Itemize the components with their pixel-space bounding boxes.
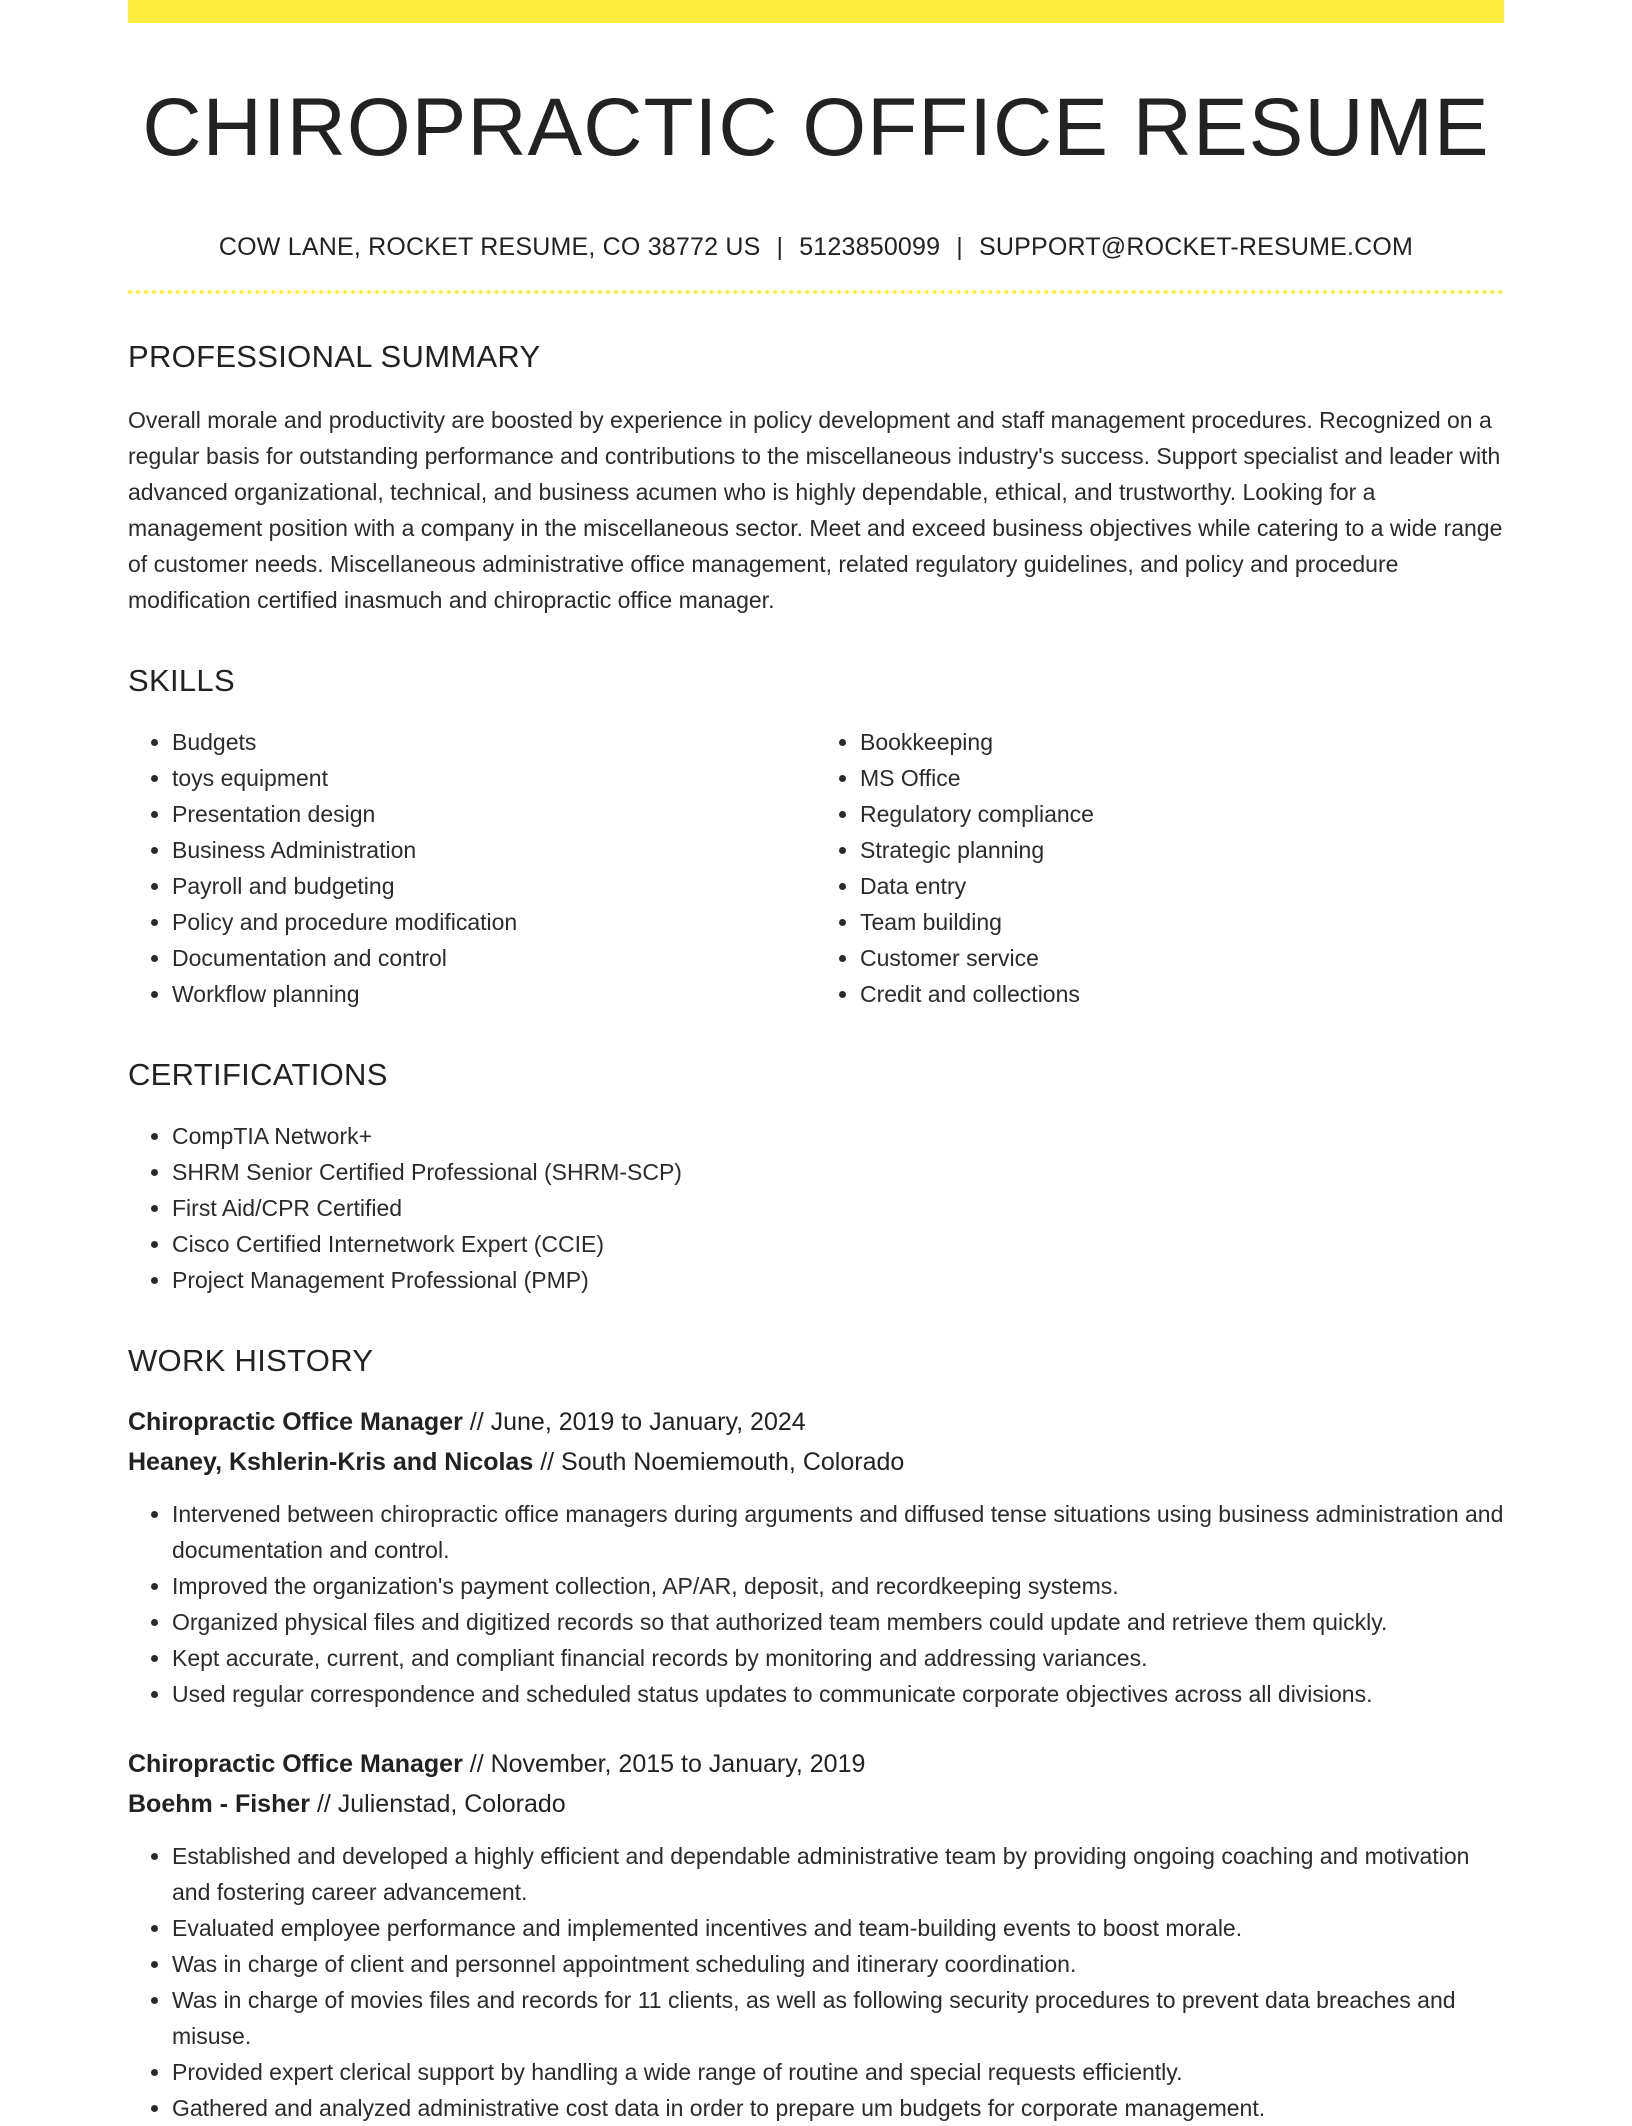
skill-item: • MS Office xyxy=(860,760,1504,796)
job-location: // South Noemiemouth, Colorado xyxy=(540,1448,905,1477)
dotted-divider xyxy=(128,290,1504,294)
section-heading-skills: SKILLS xyxy=(128,663,235,699)
job-company-line xyxy=(128,1784,1504,1824)
section-heading-summary: PROFESSIONAL SUMMARY xyxy=(128,339,541,374)
skill-item: • Payroll and budgeting xyxy=(172,868,816,904)
job-bullet: • Was in charge of movies files and records for 11 clients, as well as following security procedures to prevent data breaches and misuse. xyxy=(172,1982,1504,2054)
job-title-line xyxy=(128,1402,1504,1442)
contact-email: SUPPORT@ROCKET-RESUME.COM xyxy=(978,233,1414,261)
skills-list-left xyxy=(128,724,816,1012)
certification-item: • Cisco Certified Internetwork Expert (CCIE) xyxy=(172,1226,1504,1262)
skill-item: • Data entry xyxy=(860,868,1504,904)
contact-separator: | xyxy=(776,233,784,261)
contact-line xyxy=(128,233,1504,262)
skills-list-right xyxy=(816,724,1504,1012)
job-dates: // June, 2019 to January, 2024 xyxy=(469,1408,806,1437)
job-bullets xyxy=(128,1838,1504,2126)
job-title: Chiropractic Office Manager xyxy=(128,1750,463,1779)
certifications-list xyxy=(128,1118,1504,1298)
accent-bar xyxy=(128,0,1504,23)
skill-item: • Regulatory compliance xyxy=(860,796,1504,832)
summary-text: Overall morale and productivity are boosted by experience in policy development and staff management procedures. Recognized on a regular basis for outstanding performance and contributions to the miscellaneous industry's success. Support specialist and leader with advanced organizational, technical, and business acumen who is highly dependable, ethical, and trustworthy. Looking for a management position with a company in the miscellaneous sector. Meet and exceed business objectives while catering to a wide range of customer needs. Miscellaneous administrative office management, related regulatory guidelines, and policy and procedure modification certified inasmuch and chiropractic office manager. xyxy=(128,407,1503,614)
skill-item: • Policy and procedure modification xyxy=(172,904,816,940)
contact-phone: 5123850099 xyxy=(799,233,941,261)
job-company-line xyxy=(128,1442,1504,1482)
skill-item: • Workflow planning xyxy=(172,976,816,1012)
job-bullet: • Was in charge of client and personnel appointment scheduling and itinerary coordination. xyxy=(172,1946,1504,1982)
job-company: Heaney, Kshlerin-Kris and Nicolas xyxy=(128,1448,534,1477)
certification-item: • SHRM Senior Certified Professional (SHRM-SCP) xyxy=(172,1154,1504,1190)
skill-item: • Documentation and control xyxy=(172,940,816,976)
job-entry xyxy=(128,1402,1504,1712)
job-title-line xyxy=(128,1744,1504,1784)
job-bullet: • Intervened between chiropractic office managers during arguments and diffused tense situations using business administration and documentation and control. xyxy=(172,1496,1504,1568)
contact-address: COW LANE, ROCKET RESUME, CO 38772 US xyxy=(218,233,761,261)
skill-item: • Strategic planning xyxy=(860,832,1504,868)
certification-item: • Project Management Professional (PMP) xyxy=(172,1262,1504,1298)
job-company: Boehm - Fisher xyxy=(128,1790,310,1819)
certification-item: • CompTIA Network+ xyxy=(172,1118,1504,1154)
certification-item: • First Aid/CPR Certified xyxy=(172,1190,1504,1226)
skill-item: • Team building xyxy=(860,904,1504,940)
job-dates: // November, 2015 to January, 2019 xyxy=(469,1750,866,1779)
skill-item: • Bookkeeping xyxy=(860,724,1504,760)
job-bullet: • Gathered and analyzed administrative cost data in order to prepare um budgets for corporate management. xyxy=(172,2090,1504,2126)
job-bullets xyxy=(128,1496,1504,1712)
resume-content xyxy=(128,23,1504,2126)
contact-separator: | xyxy=(956,233,963,261)
resume-title: CHIROPRACTIC OFFICE RESUME xyxy=(142,82,1490,173)
section-heading-certifications: CERTIFICATIONS xyxy=(128,1057,388,1093)
skill-item: • toys equipment xyxy=(172,760,816,796)
job-bullet: • Evaluated employee performance and implemented incentives and team-building events to boost morale. xyxy=(172,1910,1504,1946)
skill-item: • Business Administration xyxy=(172,832,816,868)
job-title: Chiropractic Office Manager xyxy=(128,1408,463,1437)
job-bullet: • Improved the organization's payment collection, AP/AR, deposit, and recordkeeping systems. xyxy=(172,1568,1504,1604)
skill-item: • Budgets xyxy=(172,724,816,760)
skills-columns xyxy=(128,724,1504,1012)
job-bullet: • Established and developed a highly efficient and dependable administrative team by providing ongoing coaching and motivation and fostering career advancement. xyxy=(172,1838,1504,1910)
job-bullet: • Kept accurate, current, and compliant financial records by monitoring and addressing variances. xyxy=(172,1640,1504,1676)
job-bullet: • Provided expert clerical support by handling a wide range of routine and special requests efficiently. xyxy=(172,2054,1504,2090)
skill-item: • Presentation design xyxy=(172,796,816,832)
skill-item: • Credit and collections xyxy=(860,976,1504,1012)
skill-item: • Customer service xyxy=(860,940,1504,976)
job-entry xyxy=(128,1744,1504,2126)
job-bullet: • Organized physical files and digitized records so that authorized team members could update and retrieve them quickly. xyxy=(172,1604,1504,1640)
job-location: // Julienstad, Colorado xyxy=(316,1790,566,1819)
job-bullet: • Used regular correspondence and scheduled status updates to communicate corporate objectives across all divisions. xyxy=(172,1676,1504,1712)
section-heading-work-history: WORK HISTORY xyxy=(128,1343,374,1379)
